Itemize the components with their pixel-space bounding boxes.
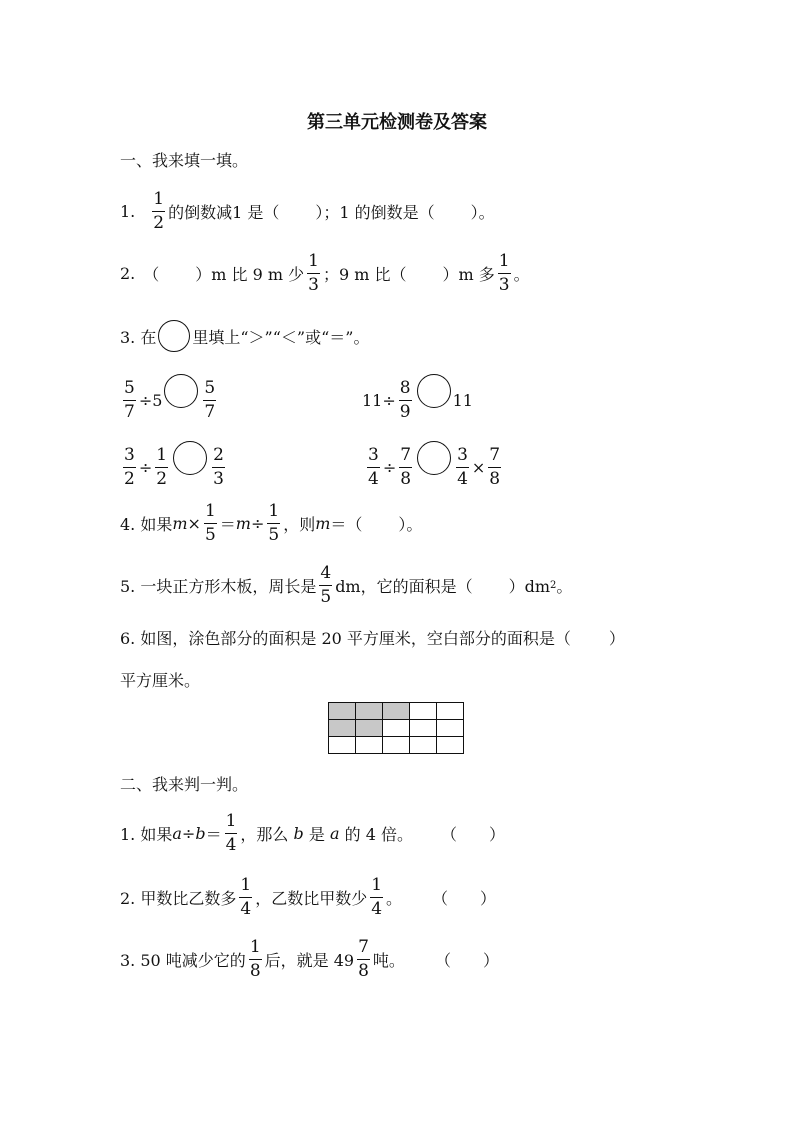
fraction bbox=[357, 936, 370, 981]
numerator: 1 bbox=[308, 250, 319, 271]
numerator: 8 bbox=[399, 377, 411, 398]
q4-text-c: ＝（ bbox=[330, 514, 363, 534]
variable: m bbox=[172, 513, 188, 533]
numerator: 1 bbox=[240, 874, 252, 895]
q2-text-a: （ bbox=[143, 264, 160, 284]
denominator: 4 bbox=[457, 468, 468, 489]
j1-text-c: 是 bbox=[308, 824, 325, 844]
denominator: 8 bbox=[358, 960, 369, 981]
numerator: 7 bbox=[358, 936, 369, 957]
j3-text-b: 后，就是 49 bbox=[264, 950, 355, 970]
operator: ＝ bbox=[219, 514, 236, 534]
q2-text-e: 。 bbox=[513, 264, 530, 284]
grid-row bbox=[329, 703, 464, 720]
variable: b bbox=[195, 823, 206, 843]
fraction bbox=[212, 444, 225, 489]
grid-cell bbox=[437, 737, 464, 754]
grid-cell-shaded bbox=[356, 720, 383, 737]
operator: ÷ bbox=[138, 457, 153, 477]
q5-text-a: 5. 一块正方形木板，周长是 bbox=[120, 576, 317, 596]
q5-text-b: dm，它的面积是（ bbox=[335, 576, 473, 596]
j2-text-c: 。 bbox=[386, 888, 403, 908]
judge-2 bbox=[120, 872, 496, 922]
j3-text-a: 3. 50 吨减少它的 bbox=[120, 950, 246, 970]
operator: × bbox=[187, 513, 201, 533]
grid-cell bbox=[329, 737, 356, 754]
numerator: 4 bbox=[320, 562, 332, 583]
numerator: 1 bbox=[204, 500, 216, 521]
compare-b bbox=[362, 375, 473, 425]
q2-text-d: ）m 多 bbox=[442, 264, 495, 284]
operator: ÷5 bbox=[138, 390, 163, 410]
j1-text-d: 的 4 倍。 bbox=[344, 824, 413, 844]
denominator: 7 bbox=[204, 401, 216, 422]
grid-cell bbox=[437, 720, 464, 737]
numerator: 5 bbox=[204, 377, 216, 398]
question-1 bbox=[120, 186, 495, 236]
numerator: 1 bbox=[156, 444, 168, 465]
answer-paren[interactable]: （ ） bbox=[432, 888, 497, 908]
fraction bbox=[123, 444, 136, 489]
denominator: 2 bbox=[124, 468, 135, 489]
numerator: 1 bbox=[249, 936, 261, 957]
fraction bbox=[239, 874, 252, 919]
grid-cell bbox=[383, 720, 410, 737]
denominator: 4 bbox=[368, 468, 379, 489]
fraction bbox=[152, 188, 165, 233]
numerator: 1 bbox=[268, 500, 280, 521]
denominator: 4 bbox=[371, 898, 383, 919]
denominator: 7 bbox=[124, 401, 135, 422]
q2-text-c: ；9 m 比（ bbox=[322, 264, 407, 284]
grid-cell bbox=[383, 737, 410, 754]
question-4 bbox=[120, 498, 422, 548]
value: 11 bbox=[452, 390, 473, 410]
numerator: 3 bbox=[368, 444, 379, 465]
q5-text-c: ）dm bbox=[508, 576, 551, 596]
compare-d bbox=[364, 442, 504, 492]
operator: ÷ bbox=[382, 457, 397, 477]
fraction bbox=[399, 377, 412, 422]
numerator: 1 bbox=[498, 250, 510, 271]
fraction bbox=[367, 444, 380, 489]
fraction bbox=[155, 444, 168, 489]
fraction bbox=[498, 250, 511, 295]
denominator: 8 bbox=[249, 960, 261, 981]
denominator: 3 bbox=[213, 468, 224, 489]
fraction bbox=[267, 500, 280, 545]
j2-text-a: 2. 甲数比乙数多 bbox=[120, 888, 237, 908]
fraction bbox=[319, 562, 332, 607]
grid-cell-shaded bbox=[329, 703, 356, 720]
q4-text-b: ，则 bbox=[283, 514, 316, 534]
q6-line-2: 平方厘米。 bbox=[120, 671, 201, 690]
variable: a bbox=[172, 823, 182, 843]
fraction bbox=[225, 810, 238, 855]
answer-circle[interactable] bbox=[158, 320, 190, 352]
q1-text-a: 的倒数减1 是（ bbox=[168, 202, 280, 222]
operator: ＝ bbox=[205, 824, 222, 844]
denominator: 4 bbox=[240, 898, 252, 919]
answer-circle[interactable] bbox=[164, 374, 198, 408]
denominator: 3 bbox=[498, 274, 510, 295]
denominator: 8 bbox=[489, 468, 501, 489]
denominator: 4 bbox=[225, 834, 237, 855]
page-title: 第三单元检测卷及答案 bbox=[307, 112, 487, 133]
operator: ÷ bbox=[181, 823, 196, 843]
answer-circle[interactable] bbox=[173, 441, 207, 475]
q3-text-2: 里填上“＞”“＜”或“＝”。 bbox=[192, 327, 370, 347]
denominator: 5 bbox=[268, 524, 280, 545]
q1-number: 1. bbox=[120, 201, 136, 221]
j1-text-a: 1. 如果 bbox=[120, 824, 173, 844]
q4-text-a: 4. 如果 bbox=[120, 514, 173, 534]
fraction bbox=[370, 874, 383, 919]
question-3 bbox=[120, 311, 369, 361]
answer-circle[interactable] bbox=[417, 441, 451, 475]
grid-cell bbox=[410, 703, 437, 720]
q2-text-b: ）m 比 9 m 少 bbox=[195, 264, 305, 284]
compare-c bbox=[120, 442, 228, 492]
numerator: 5 bbox=[124, 377, 135, 398]
grid-row bbox=[329, 737, 464, 754]
q6-line-1: 6. 如图，涂色部分的面积是 20 平方厘米，空白部分的面积是（ bbox=[120, 628, 571, 648]
question-6 bbox=[120, 612, 625, 662]
operator: × bbox=[471, 457, 486, 477]
numerator: 3 bbox=[457, 444, 468, 465]
q2-number: 2. bbox=[120, 263, 136, 283]
denominator: 2 bbox=[153, 212, 165, 233]
answer-paren[interactable]: （ ） bbox=[440, 824, 505, 844]
variable: b bbox=[293, 823, 304, 843]
judge-1 bbox=[120, 808, 505, 858]
grid-cell bbox=[410, 737, 437, 754]
numerator: 1 bbox=[371, 874, 383, 895]
variable: m bbox=[235, 513, 251, 533]
q1-text-c: ）。 bbox=[470, 202, 495, 222]
judge-3 bbox=[120, 934, 499, 984]
question-5 bbox=[120, 560, 572, 610]
grid-cell-shaded bbox=[329, 720, 356, 737]
operator: 11÷ bbox=[362, 390, 396, 410]
operator: ÷ bbox=[250, 513, 265, 533]
compare-a bbox=[120, 375, 219, 425]
q3-text-1: 3. 在 bbox=[120, 327, 157, 347]
numerator: 7 bbox=[400, 444, 412, 465]
numerator: 1 bbox=[153, 188, 165, 209]
denominator: 8 bbox=[400, 468, 412, 489]
q5-text-d: 。 bbox=[556, 576, 573, 596]
superscript: 2 bbox=[550, 579, 557, 591]
fraction bbox=[307, 250, 320, 295]
fraction bbox=[249, 936, 262, 981]
fraction bbox=[488, 444, 501, 489]
fraction bbox=[203, 377, 216, 422]
denominator: 9 bbox=[399, 401, 411, 422]
fraction bbox=[204, 500, 217, 545]
numerator: 2 bbox=[213, 444, 224, 465]
section2-heading: 二、我来判一判。 bbox=[120, 775, 249, 794]
fraction bbox=[456, 444, 469, 489]
grid-cell bbox=[410, 720, 437, 737]
j2-text-b: ，乙数比甲数少 bbox=[255, 888, 368, 908]
variable: m bbox=[315, 513, 331, 533]
shaded-grid-figure bbox=[328, 702, 464, 754]
question-2 bbox=[120, 248, 530, 298]
grid-cell-shaded bbox=[383, 703, 410, 720]
fraction bbox=[399, 444, 412, 489]
numerator: 1 bbox=[225, 810, 237, 831]
denominator: 5 bbox=[320, 586, 332, 607]
grid-cell bbox=[356, 737, 383, 754]
q6-line-1b: ） bbox=[608, 628, 625, 648]
variable: a bbox=[329, 823, 340, 843]
grid-cell-shaded bbox=[356, 703, 383, 720]
denominator: 5 bbox=[204, 524, 216, 545]
section1-heading: 一、我来填一填。 bbox=[120, 151, 249, 170]
numerator: 3 bbox=[124, 444, 135, 465]
q4-text-d: ）。 bbox=[398, 514, 423, 534]
grid-cell bbox=[437, 703, 464, 720]
q1-text-b: ）；1 的倒数是（ bbox=[315, 202, 435, 222]
j1-text-b: ，那么 bbox=[240, 824, 289, 844]
denominator: 3 bbox=[308, 274, 319, 295]
denominator: 2 bbox=[156, 468, 168, 489]
fraction bbox=[123, 377, 136, 422]
numerator: 7 bbox=[489, 444, 501, 465]
j3-text-c: 吨。 bbox=[372, 950, 405, 970]
answer-paren[interactable]: （ ） bbox=[434, 950, 499, 970]
answer-circle[interactable] bbox=[417, 374, 451, 408]
grid-row bbox=[329, 720, 464, 737]
